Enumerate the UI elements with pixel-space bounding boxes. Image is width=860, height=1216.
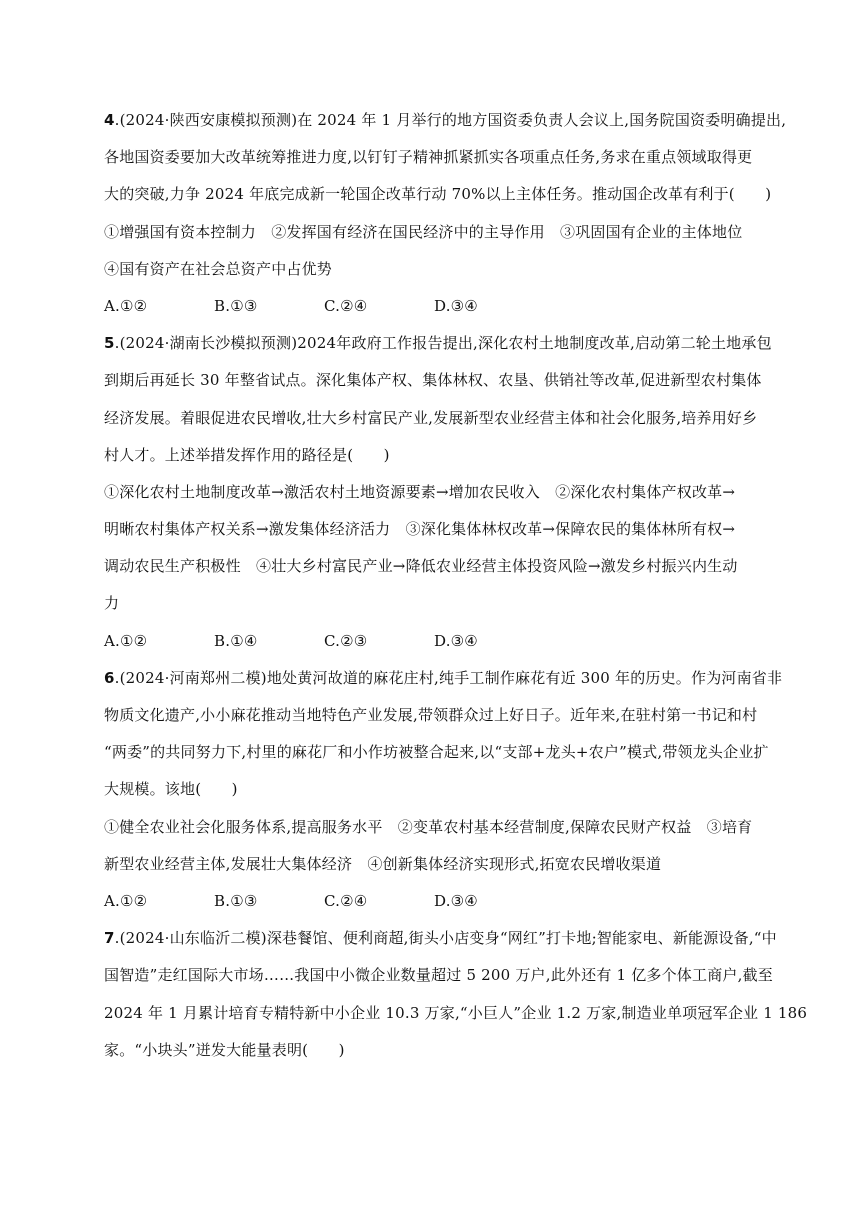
question-item-line: 明晰农村集体产权关系→激发集体经济活力 ③深化集体林权改革→保障农民的集体林所有权→ — [104, 520, 736, 539]
question-number: 4 — [104, 111, 115, 129]
question-stem-line: 村人才。上述举措发挥作用的路径是( ) — [104, 445, 390, 464]
question-source: .(2024·河南郑州二模) — [114, 668, 267, 687]
answer-options — [104, 296, 756, 316]
option-b[interactable]: B.①④ — [214, 631, 258, 650]
question-stem-line: 国智造”走红国际大市场……我国中小微企业数量超过 5 200 万户,此外还有 1 亿多个体工商户,截至 — [104, 966, 773, 985]
question-item-line: 新型农业经营主体,发展壮大集体经济 ④创新集体经济实现形式,拓宽农民增收渠道 — [104, 854, 662, 873]
question-page — [104, 110, 808, 1077]
question-stem-line: 5.(2024·湖南长沙模拟预测)2024年政府工作报告提出,深化农村土地制度改革,启动第二轮土地承包 — [104, 334, 772, 353]
question-stem-line: 4.(2024·陕西安康模拟预测)在 2024 年 1 月举行的地方国资委负责人会议上,国务院国资委明确提出, — [104, 111, 787, 129]
answer-options — [104, 891, 756, 911]
question-stem-line: 大规模。该地( ) — [104, 780, 238, 799]
question-number: 5 — [104, 334, 115, 353]
question-stem-line: 7.(2024·山东临沂二模)深巷餐馆、便利商超,街头小店变身“网红”打卡地;智能家电、新能源设备,“中 — [104, 929, 777, 948]
question-item-line: ①健全农业社会化服务体系,提高服务水平 ②变革农村基本经营制度,保障农民财产权益 ③培育 — [104, 817, 753, 836]
question-source: .(2024·陕西安康模拟预测) — [114, 111, 298, 129]
option-b[interactable]: B.①③ — [214, 891, 258, 910]
option-a[interactable]: A.①② — [104, 296, 148, 315]
option-d[interactable]: D.③④ — [434, 296, 478, 315]
answer-options — [104, 631, 756, 651]
question-stem-line: 6.(2024·河南郑州二模)地处黄河故道的麻花庄村,纯手工制作麻花有近 300 年的历史。作为河南省非 — [104, 668, 783, 687]
question-stem-line: 大的突破,力争 2024 年底完成新一轮国企改革行动 70%以上主体任务。推动国企改革有利于( ) — [104, 185, 772, 204]
option-b[interactable]: B.①③ — [214, 296, 258, 315]
question-stem-line: 各地国资委要加大改革统筹推进力度,以钉钉子精神抓紧抓实各项重点任务,务求在重点领域取得更 — [104, 148, 753, 167]
question-stem-line: 经济发展。着眼促进农民增收,壮大乡村富民产业,发展新型农业经营主体和社会化服务,培养用好乡 — [104, 408, 758, 427]
question-item-line: ④国有资产在社会总资产中占优势 — [104, 259, 333, 278]
question-5 — [104, 333, 772, 651]
question-4 — [104, 110, 787, 316]
option-c[interactable]: C.②④ — [324, 891, 368, 910]
option-d[interactable]: D.③④ — [434, 891, 478, 910]
option-a[interactable]: A.①② — [104, 631, 148, 650]
option-d[interactable]: D.③④ — [434, 631, 478, 650]
question-number: 6 — [104, 668, 115, 687]
option-c[interactable]: C.②③ — [324, 631, 368, 650]
option-a[interactable]: A.①② — [104, 891, 148, 910]
question-item-line: ①增强国有资本控制力 ②发挥国有经济在国民经济中的主导作用 ③巩固国有企业的主体地位 — [104, 222, 743, 241]
question-item-line: 力 — [104, 594, 120, 613]
question-stem-line: 到期后再延长 30 年整省试点。深化集体产权、集体林权、农垦、供销社等改革,促进新型农村集体 — [104, 371, 762, 390]
question-item-line: ①深化农村土地制度改革→激活农村土地资源要素→增加农民收入 ②深化农村集体产权改革→ — [104, 482, 736, 501]
question-7 — [104, 928, 808, 1060]
question-source: .(2024·山东临沂二模) — [114, 929, 267, 948]
question-stem-line: 物质文化遗产,小小麻花推动当地特色产业发展,带领群众过上好日子。近年来,在驻村第一书记和村 — [104, 706, 758, 724]
question-6 — [104, 668, 783, 911]
option-c[interactable]: C.②④ — [324, 296, 368, 315]
question-stem-line: 家。“小块头”迸发大能量表明( ) — [104, 1040, 345, 1059]
question-number: 7 — [104, 929, 115, 948]
question-item-line: 调动农民生产积极性 ④壮大乡村富民产业→降低农业经营主体投资风险→激发乡村振兴内生动 — [104, 557, 738, 576]
question-stem-line: 2024 年 1 月累计培育专精特新中小企业 10.3 万家,“小巨人”企业 1.2 万家,制造业单项冠军企业 1 186 — [104, 1003, 808, 1022]
question-source: .(2024·湖南长沙模拟预测) — [114, 334, 298, 353]
question-stem-line: “两委”的共同努力下,村里的麻花厂和小作坊被整合起来,以“支部+龙头+农户”模式,带领龙头企业扩 — [104, 743, 769, 762]
